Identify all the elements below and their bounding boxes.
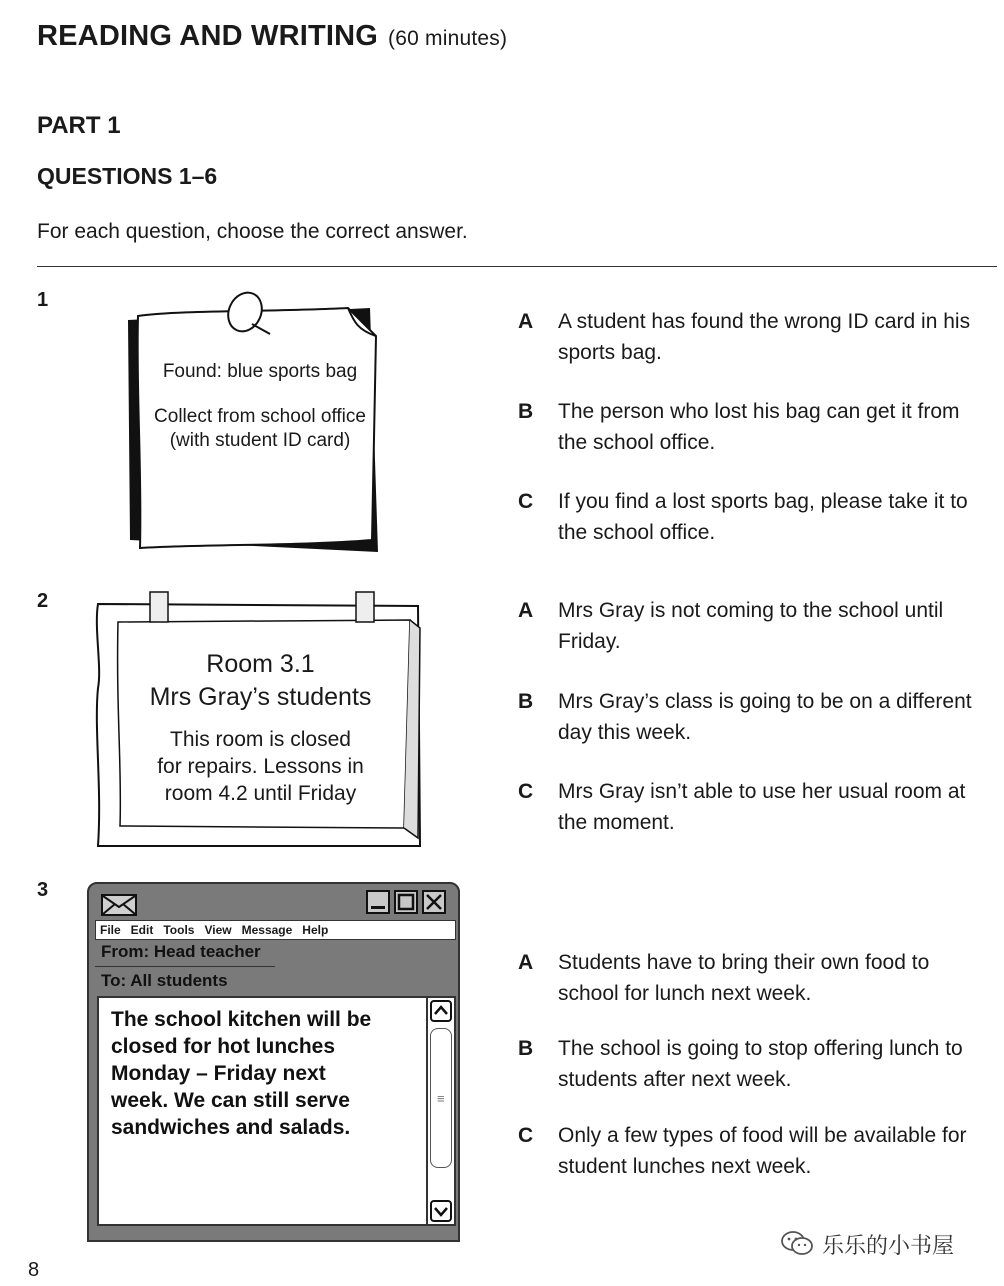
- part-title: PART 1: [37, 112, 121, 139]
- envelope-icon: [101, 894, 137, 916]
- email-body: [97, 996, 428, 1226]
- option-letter: B: [518, 690, 534, 713]
- email-from-divider: [95, 966, 275, 967]
- watermark-text: 乐乐的小书屋: [822, 1233, 955, 1258]
- close-icon[interactable]: [422, 890, 446, 914]
- option-text: A student has found the wrong ID card in his sports bag.: [558, 310, 971, 364]
- instruction-text: For each question, choose the correct answer.: [37, 220, 468, 243]
- divider: [37, 266, 997, 267]
- email-body-line-5: sandwiches and salads.: [111, 1116, 351, 1139]
- email-from: From: Head teacher: [101, 942, 261, 961]
- option-letter: C: [518, 490, 534, 513]
- menu-help[interactable]: Help: [302, 923, 329, 937]
- minimize-icon[interactable]: [366, 890, 390, 914]
- option-text: Mrs Gray isn’t able to use her usual room at the moment.: [558, 780, 966, 834]
- section-title: [37, 20, 507, 53]
- notice-2-title-line-1: Room 3.1: [206, 650, 315, 678]
- menu-edit[interactable]: Edit: [130, 923, 154, 937]
- option-letter: A: [518, 599, 534, 622]
- section-duration: (60 minutes): [388, 27, 508, 50]
- email-body-line-3: Monday – Friday next: [111, 1062, 326, 1085]
- option-text: Mrs Gray’s class is going to be on a different day this week.: [558, 690, 972, 744]
- option-text: Mrs Gray is not coming to the school until Friday.: [558, 599, 944, 653]
- email-body-line-2: closed for hot lunches: [111, 1035, 336, 1058]
- notice-1-line-3: (with student ID card): [169, 430, 351, 451]
- option-text: The person who lost his bag can get it from the school office.: [558, 400, 960, 454]
- notice-2-title-line-2: Mrs Gray’s students: [149, 683, 372, 711]
- notice-2: [92, 588, 427, 850]
- menu-tools[interactable]: Tools: [163, 923, 195, 937]
- notice-1-line-2: Collect from school office: [154, 406, 366, 427]
- notice-board: [92, 588, 427, 850]
- option-letter: C: [518, 1124, 534, 1147]
- page-number: 8: [28, 1259, 40, 1281]
- notice-2-body-line-2: for repairs. Lessons in: [157, 755, 364, 778]
- email-menubar: [95, 920, 456, 940]
- maximize-icon[interactable]: [394, 890, 418, 914]
- scroll-track[interactable]: [430, 1028, 452, 1168]
- option-letter: B: [518, 1037, 534, 1060]
- question-number-2: 2: [37, 590, 49, 612]
- option-letter: A: [518, 310, 534, 333]
- scroll-up-icon[interactable]: [430, 1000, 452, 1022]
- notice-2-body: [112, 726, 409, 807]
- option-text: Only a few types of food will be available for student lunches next week.: [558, 1124, 967, 1178]
- notice-2-title: [112, 648, 409, 714]
- section-title-text: READING AND WRITING: [37, 20, 379, 52]
- email-titlebar: [89, 884, 458, 920]
- option-text: The school is going to stop offering lunch to students after next week.: [558, 1037, 963, 1091]
- option-text: Students have to bring their own food to school for lunch next week.: [558, 951, 930, 1005]
- watermark: [780, 1226, 990, 1262]
- email-window: [87, 882, 460, 1242]
- option-letter: B: [518, 400, 534, 423]
- menu-file[interactable]: File: [100, 923, 121, 937]
- option-letter: C: [518, 780, 534, 803]
- option-letter: A: [518, 951, 534, 974]
- menu-message[interactable]: Message: [241, 923, 293, 937]
- notice-1-line-1: Found: blue sports bag: [162, 361, 358, 382]
- email-scrollbar[interactable]: [428, 996, 456, 1226]
- scroll-down-icon[interactable]: [430, 1200, 452, 1222]
- email-to: To: All students: [101, 971, 228, 990]
- question-number-3: 3: [37, 879, 49, 901]
- notice-1: [120, 290, 385, 560]
- questions-title: QUESTIONS 1–6: [37, 163, 218, 189]
- notice-2-body-line-1: This room is closed: [170, 728, 351, 751]
- question-number-1: 1: [37, 289, 49, 311]
- option-text: If you find a lost sports bag, please take it to the school office.: [558, 490, 968, 544]
- notice-2-body-line-3: room 4.2 until Friday: [164, 782, 357, 805]
- scroll-grip-icon[interactable]: ≡: [437, 1091, 445, 1106]
- wechat-icon: [780, 1230, 814, 1256]
- menu-view[interactable]: View: [204, 923, 232, 937]
- email-body-line-1: The school kitchen will be: [111, 1008, 372, 1031]
- email-body-line-4: week. We can still serve: [111, 1089, 350, 1112]
